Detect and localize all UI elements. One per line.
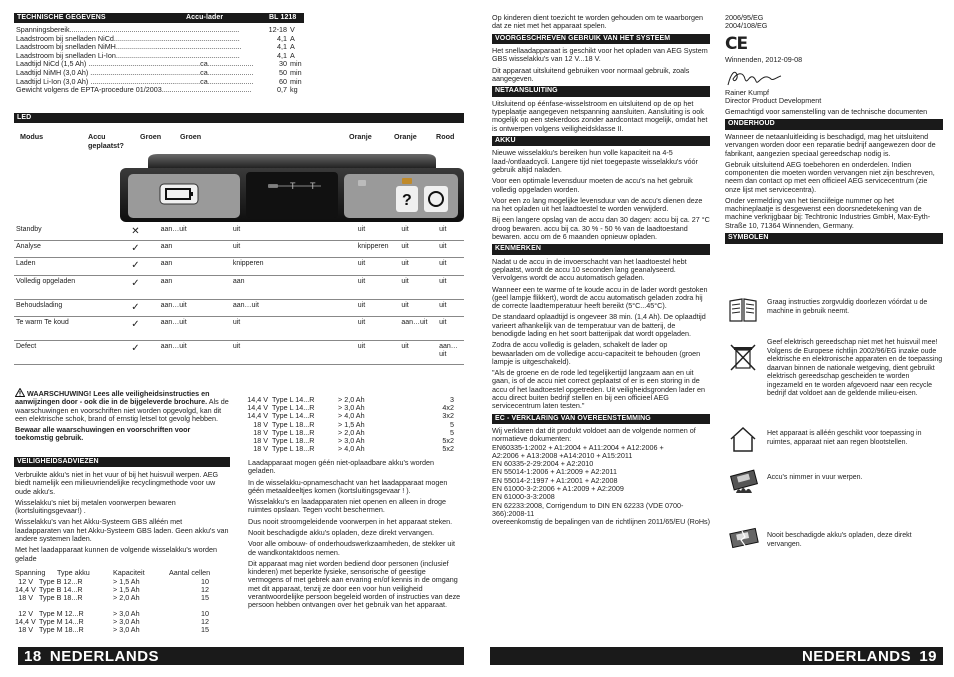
house-icon xyxy=(728,425,758,453)
led-cell-acc: ✓ xyxy=(117,340,158,364)
led-cell-r: uit xyxy=(437,275,464,299)
battery-cell: > 1,5 Ah xyxy=(113,585,140,595)
signer-name: Rainer Kumpf xyxy=(725,87,769,97)
led-table-row xyxy=(14,299,464,316)
battery-cell: Type L 14...R xyxy=(272,395,315,404)
led-cell-mode: Standby xyxy=(14,224,117,241)
battery-table-li-ion xyxy=(246,396,464,453)
paragraph: Wisselakku's van het Akku-Systeem GBS alléén met laadapparaten van het Akku-Systeem GBS laden. Geen akku's van andere systemen laden. xyxy=(15,517,229,543)
led-col-green2: Groen xyxy=(180,132,202,141)
safety-header xyxy=(14,457,230,467)
led-cell-mode: Behoudslading xyxy=(14,299,117,316)
paragraph: Onder vermelding van het tienciifeige nummer op het machineplaatje is desgewenst een doorsnedetekening van de machine verkrijgbaar bij: Techtronic Industries GmbH, Max-Eyth-Straße 10, 71364 Winnenden, Germany. xyxy=(725,195,931,230)
paragraph: Het snellaadapparaat is geschikt voor het opladen van AEG System GBS wisselakku's van 12 V...18 V. xyxy=(492,46,708,64)
led-header xyxy=(14,113,464,123)
warning-text: Als de waarschuwingen en voorschriften niet worden opgevolgd, kan dit een elektrische schok, brand of ernstig letsel tot gevolg hebben. xyxy=(15,397,229,423)
tech-spec-value: 12-18 xyxy=(268,26,287,34)
battery-cell: 5x2 xyxy=(442,435,454,445)
led-cell-mode: Te warm Te koud xyxy=(14,316,117,340)
led-cell-o1: knipperen xyxy=(356,241,400,258)
tech-spec-label: Laadtijd NiMH (3,0 Ah) .......................................................ca....................... xyxy=(16,68,254,77)
battery-cell: 12 xyxy=(201,616,209,626)
ec-standard-line: EN 60335-2-29:2004 + A2:2010 xyxy=(492,459,594,469)
battery-cell: > 2,0 Ah xyxy=(113,593,140,603)
led-cell-acc: ✓ xyxy=(117,258,158,275)
kenm-paragraphs xyxy=(492,258,710,411)
safety-paragraphs-continued xyxy=(248,459,462,613)
paragraph: Wanneer de netaanluitleiding is beschadigd, mag het uitsluitend vervangen worden door een reparatie bedrijf aangewezen door de fabrikant, aangezien speciaal gereedschap nodig is. xyxy=(725,131,936,158)
led-col-accu-label: Accu geplaatst? xyxy=(88,132,124,150)
led-cell-g2: uit xyxy=(231,340,356,364)
tech-spec-row xyxy=(16,26,306,35)
directive-2: 2004/108/EG xyxy=(725,21,768,31)
tech-spec-unit: A xyxy=(290,51,295,60)
led-cell-o1: uit xyxy=(356,316,400,340)
paragraph: Voor een zo lang mogelijke levensduur van de accu's dienen deze na het opladen uit het laadtoestel te worden verwijderd. xyxy=(492,195,703,214)
tech-spec-row xyxy=(16,86,306,95)
ec-header-title: EC - VERKLARING VAN OVEREENSTEMMING xyxy=(495,414,651,422)
signature xyxy=(725,67,943,89)
battery-cell: 10 xyxy=(201,608,209,618)
paragraph: Gebruik uitsluitend AEG toebehoren en onderdelen. Indien componenten die moeten worden vervangen niet zijn beschreven, neem dan contact op met een officieel AEG servicecentrum (zie onze lijst met servicecentra). xyxy=(725,159,935,194)
ec-standard-line: A2:2006 + A13:2008 +A14:2010 + A15:2011 xyxy=(492,450,633,460)
right-column xyxy=(492,14,710,526)
battery-row xyxy=(15,626,229,634)
battery-header-cell: Kapaciteit xyxy=(113,568,145,577)
led-header-title: LED xyxy=(17,114,32,121)
use-header xyxy=(492,34,710,45)
ec-standard-line: overeenkomstig de bepalingen van de richtlijnen 2011/65/EU (RoHs) xyxy=(492,517,711,527)
battery-cell: Type L 18...R xyxy=(272,427,315,437)
led-table-row xyxy=(14,340,464,364)
battery-cell: 12 V xyxy=(18,608,33,618)
warning-block xyxy=(15,388,229,446)
battery-cell: > 2,0 Ah xyxy=(338,395,365,404)
tech-spec-label: Laadtijd Li-Ion (3,0 Ah) .......................................................ca....................... xyxy=(16,77,254,86)
led-cell-o2: uit xyxy=(399,224,437,241)
led-cell-g1: aan…uit xyxy=(159,340,231,364)
tech-spec-label: Laadtijd NiCd (1,5 Ah) ........................................................ca....................... xyxy=(16,60,254,69)
symbol-text-house: Het apparaat is alléén geschikt voor toepassing in ruimtes, apparaat niet aan regen blootstellen. xyxy=(767,430,922,446)
accu-paragraphs xyxy=(492,149,710,241)
led-cell-o1: uit xyxy=(356,275,400,299)
battery-cell: 12 V xyxy=(18,577,33,586)
tech-spec-label: Laadstroom bij snelladen NiMH............................................................... xyxy=(16,43,242,52)
tech-header-mid: Accu-lader xyxy=(186,14,224,21)
page-number-right: 19 xyxy=(919,648,937,665)
battery-cell: > 4,0 Ah xyxy=(338,444,365,454)
battery-cell: Type L 18...R xyxy=(272,419,315,429)
led-cell-mode: Analyse xyxy=(14,241,117,258)
ec-standard-line: EN 62233:2008, Corrigendum to DIN EN 62233 (VDE 0700-366):2008-11 xyxy=(492,500,684,518)
ec-text: Wij verklaren dat dit produkt voldoet aan de volgende normen of normatieve dokumenten: xyxy=(492,426,696,444)
battery-cell: 18 V xyxy=(253,419,268,429)
led-cell-g1: aan…uit xyxy=(159,299,231,316)
intro-text: Op kinderen dient toezicht te worden gehouden om te waarborgen dat ze niet met het apparaat spelen. xyxy=(492,13,703,31)
paragraph: Dit apparaat uitsluitend gebruiken voor normaal gebruik, zoals aangegeven. xyxy=(492,65,690,83)
battery-cell: Type L 18...R xyxy=(272,444,315,454)
use-paragraphs xyxy=(492,47,710,83)
page-footer-left xyxy=(18,647,464,665)
led-cell-mode: Defect xyxy=(14,340,117,364)
led-cell-o2: uit xyxy=(399,258,437,275)
tech-spec-unit: min xyxy=(290,77,302,86)
ec-standards-list xyxy=(492,444,710,527)
tech-header-title: TECHNISCHE GEGEVENS xyxy=(17,14,106,21)
led-cell-acc: ✕ xyxy=(117,224,158,241)
battery-cell: 3x2 xyxy=(442,411,454,421)
onder-header xyxy=(725,119,943,130)
battery-cell: 5 xyxy=(450,427,454,437)
battery-cell: Type L 14...R xyxy=(272,411,315,421)
tech-spec-unit: V xyxy=(290,26,295,34)
led-cell-g1: aan…uit xyxy=(159,316,231,340)
tech-spec-row xyxy=(16,78,306,87)
ec-standard-line: EN60335-1:2002 + A1:2004 + A11:2004 + A12:2006 + xyxy=(492,442,664,452)
warning-triangle-icon xyxy=(15,388,25,397)
paragraph: Wisselakku's niet bij metalen voorwerpen bewaren (kortsluitingsgevaar!) . xyxy=(15,497,176,516)
led-col-green1: Groen xyxy=(140,132,162,141)
led-cell-o2: uit xyxy=(399,340,437,364)
safety-header-title: VEILIGHEIDSADVIEZEN xyxy=(17,458,99,465)
net-text: Uitsluitend op éénfase-wisselstroom en uitsluitend op de op het typeplaatje aangegeven netspanning aansluiten. Aansluiting is ook mogelijk op een stekerdoos zonder aardcontact mogelijk, omdat het is ontwerpen volgens veiligheidsklasse II. xyxy=(492,98,708,133)
net-header xyxy=(492,86,710,97)
battery-cell: 18 V xyxy=(253,444,268,454)
battery-cell: 5x2 xyxy=(442,444,454,454)
tech-spec-row xyxy=(16,52,306,61)
battery-cell: > 2,0 Ah xyxy=(338,427,365,437)
battery-cell: > 3,0 Ah xyxy=(338,403,365,413)
led-cell-acc: ✓ xyxy=(117,299,158,316)
paragraph: Dus nooit stroomgeleidende voorwerpen in het apparaat steken. xyxy=(248,516,453,526)
battery-cell: 3 xyxy=(450,395,454,404)
battery-cell: 18 V xyxy=(253,427,268,437)
battery-cell: > 1,5 Ah xyxy=(338,419,365,429)
led-cell-o1: uit xyxy=(356,340,400,364)
tech-spec-label: Laadstroom bij snelladen Li-Ion.............................................................. xyxy=(16,51,240,60)
paragraph: Verbruikte akku's niet in het vuur of bij het huisvuil werpen. AEG biedt namelijk een milieuvriendelijke recyclingmethode voor uw oude akku's. xyxy=(15,470,219,496)
paragraph: Wisselakku's en laadapparaten niet openen en alleen in droge ruimtes opslaan. Tegen vocht beschermen. xyxy=(248,497,446,515)
kenm-header-title: KENMERKEN xyxy=(495,245,542,253)
battery-cell: Type M 14...R xyxy=(39,616,84,626)
battery-cell: 12 xyxy=(201,585,209,595)
battery-header-cell: Aantal cellen xyxy=(169,568,211,577)
tech-spec-value: 60 xyxy=(279,77,287,86)
battery-cell: > 3,0 Ah xyxy=(113,616,140,626)
page-language-right: NEDERLANDS xyxy=(801,648,912,665)
battery-cell: Type L 18...R xyxy=(272,435,315,445)
paragraph: Bij een langere opslag van de accu dan 30 dagen: accu bij ca. 27 °C droog bewaren. accu bij ca. 30 % - 50 % van de laadtoestand bewaren. accu om de 6 maanden opnieuw opladen. xyxy=(492,215,710,241)
tech-spec-label: Laadstroom bij snelladen NiCd............................................................... xyxy=(16,34,240,43)
led-col-red: Rood xyxy=(436,132,455,141)
led-cell-g2: uit xyxy=(231,316,356,340)
paragraph: Dit apparaat mag niet worden bediend door personen (inclusief kinderen) met beperkte fysieke, sensorische of geestige vermogens of met gebrek aan ervaring en/of kennis in de omgang met dit apparaat, tenzij ze door een voor hun veiligheid verantwoordelijke persoon begeleid worden of instructies van deze persoon hebben ontvangen over het gebruik van het apparaat. xyxy=(248,558,461,610)
battery-header-cell: Spanning xyxy=(15,568,46,577)
led-cell-acc: ✓ xyxy=(117,275,158,299)
led-cell-acc: ✓ xyxy=(117,241,158,258)
tech-spec-value: 4,1 xyxy=(277,43,287,52)
paragraph: Wanneer een te warme of te koude accu in de lader wordt gestoken (geel lampje flikkert), wordt de accu automatisch geladen zodra hij de correcte laadtemperatuur heeft bereikt (5°C...45°C). xyxy=(492,284,708,311)
paragraph: Nooit beschadigde akku's opladen, deze direkt vervangen. xyxy=(248,527,434,537)
paragraph: Voor alle ombouw- of onderhoudswerkzaamheden, de stekker uit de wandkontaktdoos nemen. xyxy=(248,539,455,557)
warning-bold-text: WAARSCHUWING! Lees alle veiligheidsinstructies en aanwijzingen door - ook die in de bijgeleverde brochure. xyxy=(15,389,210,407)
led-table-row xyxy=(14,316,464,340)
tech-spec-unit: min xyxy=(290,68,302,77)
charger-illustration xyxy=(118,152,466,222)
page-footer-right xyxy=(490,647,943,665)
battery-cell: Type B 14...R xyxy=(39,585,83,595)
battery-cell: > 3,0 Ah xyxy=(113,624,140,634)
led-cell-g2: aan…uit xyxy=(231,299,356,316)
kenm-header xyxy=(492,244,710,255)
tech-spec-unit: kg xyxy=(290,86,298,95)
symbol-text-book: Graag instructies zorgvuldig doorlezen vóórdat u de machine in gebruik neemt. xyxy=(767,299,928,315)
tech-spec-row xyxy=(16,60,306,69)
battery-table xyxy=(15,569,229,634)
tech-spec-row xyxy=(16,43,306,52)
book-icon xyxy=(728,297,758,325)
battery-cell: 14,4 V xyxy=(247,395,268,404)
battery-cell: 18 V xyxy=(18,593,33,603)
paragraph: Zodra de accu volledig is geladen, schakelt de lader op bewaarladen om de volledige accu-capaciteit te behouden (groen lampje is uitgeschakeld). xyxy=(492,340,701,366)
battery-cell: 4x2 xyxy=(442,403,454,413)
tech-spec-unit: min xyxy=(290,60,302,69)
battery-cell: > 4,0 Ah xyxy=(338,411,365,421)
led-cell-g2: uit xyxy=(231,241,356,258)
paragraph: Laadapparaat mogen géén niet-oplaadbare akku's worden geladen. xyxy=(248,458,434,476)
led-cell-r: uit xyxy=(437,258,464,275)
battery-cell: 18 V xyxy=(253,435,268,445)
led-cell-o2: uit xyxy=(399,299,437,316)
tech-header-model: BL 1218 xyxy=(269,14,297,21)
paragraph: Voor een optimale levensduur moeten de accu's na het gebruik volledig opgeladen worden. xyxy=(492,176,693,194)
symbol-text-bin: Geef elektrisch gereedschap niet met het huisvuil mee! Volgens de Europese richtlijn 2002/96/EG inzake oude elektrische en elektronische apparaten en de toepassing daarvan binnen de nationale wetgeving, dient gebruikt elektrisch gereedschap gescheiden te worden ingezameld en te worden afgevoerd naar een recycle bedrijf dat voldoet aan de geldende milieu-eisen. xyxy=(767,339,943,398)
led-cell-o2: aan…uit xyxy=(399,316,437,340)
paragraph: Nieuwe wisselakku's bereiken hun volle kapaciteit na 4-5 laad-/ontlaadcycli. Langere tijd niet toegepaste wisselakku's vóór gebruik altijd naladen. xyxy=(492,148,698,174)
sym-header xyxy=(725,233,943,244)
page-number-left: 18 xyxy=(24,648,42,665)
battery-cell: > 3,0 Ah xyxy=(338,435,365,445)
led-col-accu xyxy=(88,133,128,151)
led-cell-o1: uit xyxy=(356,224,400,241)
tech-spec-label: Gewicht volgens de EPTA-procedure 01/2003............................................. xyxy=(16,86,252,95)
onder-header-title: ONDERHOUD xyxy=(728,120,775,128)
led-cell-r: aan… uit xyxy=(437,340,464,364)
tech-header xyxy=(14,13,304,23)
crossed-bin-icon xyxy=(728,342,758,370)
led-cell-o1: uit xyxy=(356,299,400,316)
tech-spec-unit: A xyxy=(290,34,295,43)
led-cell-r: uit xyxy=(437,224,464,241)
battery-cell: 10 xyxy=(201,577,209,586)
tech-spec-unit: A xyxy=(290,43,295,52)
led-cell-g1: aan xyxy=(159,275,231,299)
led-cell-g2: knipperen xyxy=(231,258,356,275)
safety-paragraphs xyxy=(15,471,229,566)
battery-cell: Type B 18...R xyxy=(39,593,83,603)
svg-text:?: ? xyxy=(402,192,412,209)
paragraph: De standaard oplaadtijd is ongeveer 38 min. (1,4 Ah). De oplaadtijd varieert afhankelijk van de temperatuur van de batterij, de benodigde lading en het soort batterijpak dat wordt opgeladen. xyxy=(492,312,706,338)
tech-spec-row xyxy=(16,35,306,44)
led-table-row xyxy=(14,224,464,241)
led-cell-mode: Volledig opgeladen xyxy=(14,275,117,299)
battery-cell: 14,4 V xyxy=(247,403,268,413)
tech-spec-value: 4,1 xyxy=(277,34,287,43)
led-cell-mode: Laden xyxy=(14,258,117,275)
battery-cell: 15 xyxy=(201,624,209,634)
paragraph: Nadat u de accu in de invoerschacht van het laadtoestel hebt geplaatst, wordt de accu 10 seconden lang geanalyseerd. Vervolgens wordt de accu automatisch geladen. xyxy=(492,256,687,283)
led-table xyxy=(14,224,464,365)
battery-cell: 14,4 V xyxy=(15,585,36,595)
battery-cell: 14,4 V xyxy=(15,616,36,626)
led-cell-g1: aan…uit xyxy=(159,224,231,241)
net-header-title: NETAANSLUITING xyxy=(495,87,558,95)
led-cell-g1: aan xyxy=(159,241,231,258)
battery-cell: Type B 12...R xyxy=(39,577,83,586)
led-cell-o2: uit xyxy=(399,241,437,258)
led-cell-acc: ✓ xyxy=(117,316,158,340)
damaged-battery-icon xyxy=(728,523,760,551)
ec-standard-line: EN 55014-1:2006 + A1:2009 + A2:2011 xyxy=(492,467,617,477)
battery-row xyxy=(15,594,229,602)
directive-1: 2006/95/EG xyxy=(725,13,764,22)
led-cell-r: uit xyxy=(437,299,464,316)
accu-header-title: AKKU xyxy=(495,136,516,144)
led-cell-g2: aan xyxy=(231,275,356,299)
battery-cell: 18 V xyxy=(18,624,33,634)
tech-spec-row xyxy=(16,69,306,78)
led-table-row xyxy=(14,275,464,299)
ec-standard-line: EN 61000-3-3:2008 xyxy=(492,492,555,502)
battery-row xyxy=(246,445,464,453)
use-header-title: VOORGESCHREVEN GEBRUIK VAN HET SYSTEEM xyxy=(495,34,671,42)
led-cell-g1: aan xyxy=(159,258,231,275)
page-language-left: NEDERLANDS xyxy=(49,648,160,665)
battery-cell: Type M 12...R xyxy=(39,608,84,618)
tech-spec-value: 0,7 xyxy=(277,86,287,95)
led-col-mode: Modus xyxy=(20,132,44,141)
battery-cell: 15 xyxy=(201,593,209,603)
tech-spec-label: Spanningsbereik..................................................................................... xyxy=(16,26,240,34)
battery-cell: Type M 18...R xyxy=(39,624,84,634)
led-col-orange1: Oranje xyxy=(349,132,372,141)
sym-header-title: SYMBOLEN xyxy=(728,234,769,242)
ce-mark: CE xyxy=(725,33,748,54)
onder-paragraphs xyxy=(725,133,943,230)
led-cell-o1: uit xyxy=(356,258,400,275)
paragraph: "Als de groene en de rode led tegelijkertijd langzaam aan en uit gaan, is of de accu niet correct geplaatst of er is een storing in de accu of het laadtoestel opgetreden. Uit veiligheidsgronden lader en accu direct buiten bedrijf stellen en bij een officieel AEG servicecentrum laten testen." xyxy=(492,368,705,411)
battery-fire-icon xyxy=(728,467,760,495)
svg-text:T: T xyxy=(290,181,296,191)
ec-standard-line: EN 61000-3-2:2006 + A1:2009 + A2:2009 xyxy=(492,484,624,494)
battery-cell: > 1,5 Ah xyxy=(113,577,140,586)
tech-spec-value: 50 xyxy=(279,68,287,77)
paragraph: Met het laadapparaat kunnen de volgende wisselakku's worden gelade xyxy=(15,545,217,563)
signer-title: Director Product Development xyxy=(725,95,822,105)
led-cell-r: uit xyxy=(437,241,464,258)
svg-text:T: T xyxy=(310,181,316,191)
far-right-column xyxy=(725,14,943,244)
symbol-text-fire: Accu's nimmer in vuur werpen. xyxy=(767,474,863,481)
led-cell-o2: uit xyxy=(399,275,437,299)
authorized-text: Gemachtigd voor samenstelling van de technische documenten xyxy=(725,107,928,117)
battery-cell: > 3,0 Ah xyxy=(113,608,140,618)
battery-cell: 14,4 V xyxy=(247,411,268,421)
ec-header xyxy=(492,414,710,425)
led-cell-r: uit xyxy=(437,316,464,340)
led-table-row xyxy=(14,258,464,275)
led-cell-g2: uit xyxy=(231,224,356,241)
led-table-row xyxy=(14,241,464,258)
battery-header-cell: Type akku xyxy=(57,568,90,577)
tech-spec-list xyxy=(16,26,306,95)
battery-cell: Type L 14...R xyxy=(272,403,315,413)
tech-spec-value: 4,1 xyxy=(277,51,287,60)
accu-header xyxy=(492,136,710,147)
paragraph: In de wisselakku-opnameschacht van het laadapparaat mogen géén metaaldeeltjes komen (kortsluitingsgevaar ! ). xyxy=(248,477,448,495)
symbol-text-damaged: Nooit beschadigde akku's opladen, deze direkt vervangen. xyxy=(767,532,912,548)
led-col-orange2: Oranje xyxy=(394,132,417,141)
place-date: Winnenden, 2012-09-08 xyxy=(725,55,803,65)
warning-keep-text: Bewaar alle waarschuwingen en voorschriften voor toekomstig gebruik. xyxy=(15,425,191,443)
ec-standard-line: EN 55014-2:1997 + A1:2001 + A2:2008 xyxy=(492,475,618,485)
battery-cell: 5 xyxy=(450,419,454,429)
tech-spec-value: 30 xyxy=(279,60,287,69)
